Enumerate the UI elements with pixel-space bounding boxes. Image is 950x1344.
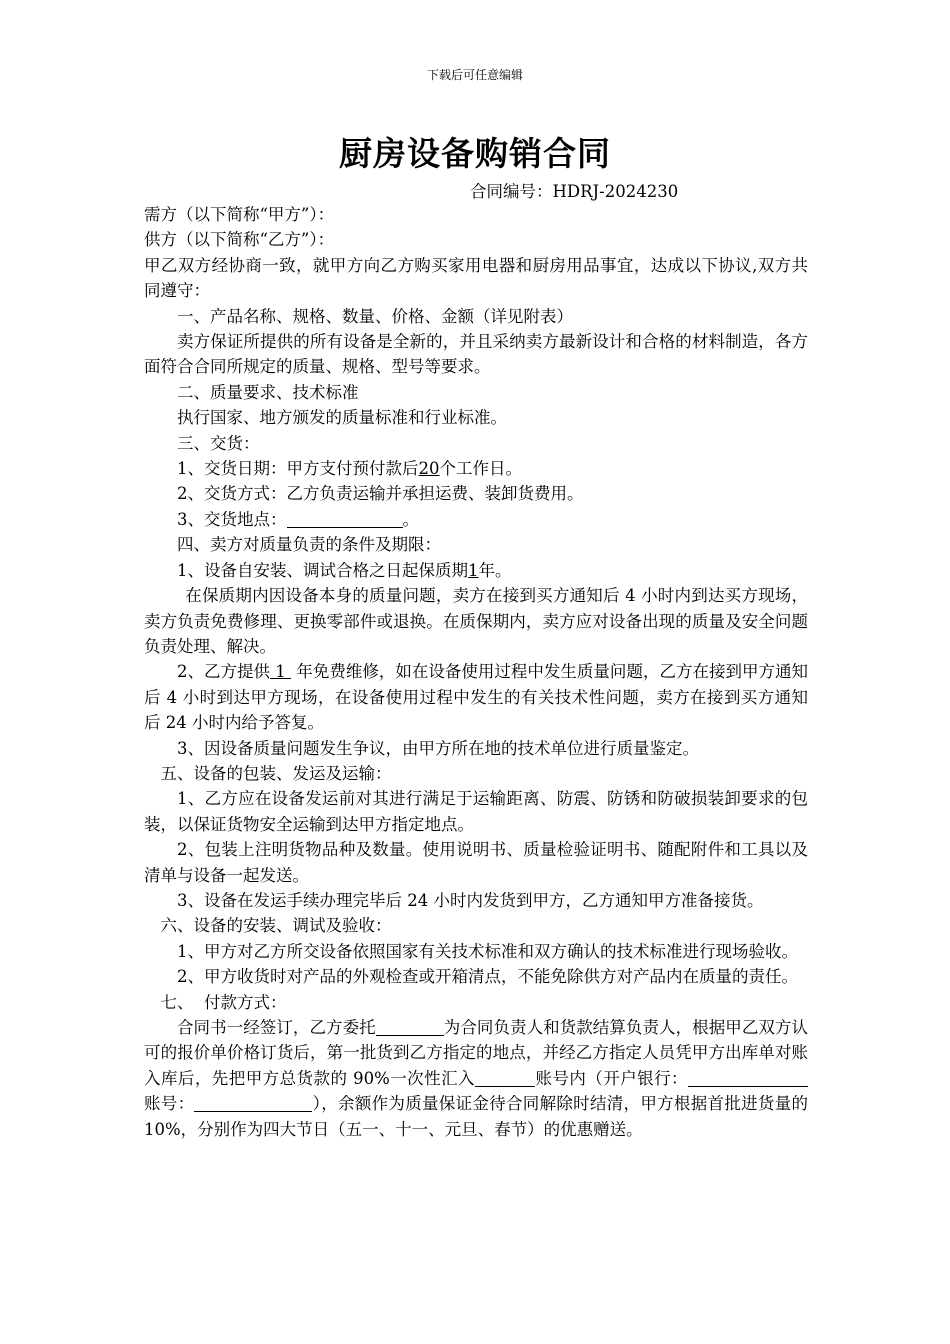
warranty-years: 1: [468, 560, 479, 580]
section-4-title: 四、卖方对质量负责的条件及期限：: [177, 535, 441, 555]
account-number-blank: [194, 1095, 312, 1112]
payment-terms: 合同书一经签订，乙方委托 为合同负责人和货款结算负责人，根据甲乙双方认可的报价单价格订货后，第一批货到乙方指定的地点，并经乙方指定人员凭甲方出库单对账入库后，先把甲方总货款的 90%一次性汇入 账号内（开户银行：账号： ），余额作为质量保证金待合同解除时结清，甲方根据首批进货量的 10%，分别作为四大节日（五一、十一、元旦、春节）的优惠赠送。: [144, 1018, 809, 1139]
section-2-text: 执行国家、地方颁发的质量标准和行业标准。: [177, 408, 507, 428]
section-5-title: 五、设备的包装、发运及运输：: [160, 763, 392, 783]
agent-blank: [376, 1019, 444, 1036]
account-blank: [475, 1070, 535, 1087]
party-b-line: 供方（以下简称“乙方”）：: [144, 230, 335, 250]
section-1-text: 卖方保证所提供的所有设备是全新的，并且采纳卖方最新设计和合格的材料制造，各方面符合合同所规定的质量、规格、型号等要求。: [144, 332, 808, 377]
quality-dispute: 3、因设备质量问题发生争议，由甲方所在地的技术单位进行质量鉴定。: [177, 738, 699, 758]
packaging-2: 2、包装上注明货物品种及数量。使用说明书、质量检验证明书、随配附件和工具以及清单与设备一起发送。: [144, 840, 808, 885]
free-repair-years: 1: [270, 662, 292, 682]
preamble: 甲乙双方经协商一致，就甲方向乙方购买家用电器和厨房用品事宜，达成以下协议,双方共同遵守：: [144, 255, 808, 301]
section-1-title: 一、产品名称、规格、数量、价格、金额（详见附表）: [177, 306, 573, 326]
warranty-text: 在保质期内因设备本身的质量问题，卖方在接到买方通知后 4 小时内到达买方现场，卖方负责免费修理、更换零部件或退换。在质保期内，卖方应对设备出现的质量及安全问题负责处理、解决。: [144, 586, 808, 656]
acceptance-1: 1、甲方对乙方所交设备依照国家有关技术标准和双方确认的技术标准进行现场验收。: [177, 941, 798, 961]
section-6-title: 六、设备的安装、调试及验收：: [160, 916, 392, 936]
delivery-days: 20: [418, 459, 440, 479]
contract-number-label: 合同编号：: [470, 182, 553, 201]
section-3-title: 三、交货：: [177, 433, 260, 453]
section-2-title: 二、质量要求、技术标准: [177, 382, 359, 402]
delivery-location-blank: [287, 511, 403, 528]
free-repair: 2、乙方提供 1 年免费维修，如在设备使用过程中发生质量问题，乙方在接到甲方通知后 4 小时到达甲方现场，在设备使用过程中发生的有关技术性问题，卖方在接到买方通知后 24 小时内给予答复。: [144, 662, 809, 733]
party-a-line: 需方（以下简称“甲方”）：: [144, 205, 335, 224]
bank-blank: [688, 1070, 808, 1087]
delivery-location: 3、交货地点： 。: [177, 509, 419, 529]
delivery-date: 1、交货日期：甲方支付预付款后20个工作日。: [177, 459, 522, 479]
header-note: 下载后可任意编辑: [426, 68, 523, 82]
document-title: 厨房设备购销合同: [339, 134, 611, 173]
warranty-period: 1、设备自安装、调试合格之日起保质期1年。: [177, 560, 512, 580]
contract-number-value: HDRJ-2024230: [552, 182, 679, 201]
contract-body: [144, 202, 808, 1142]
delivery-method: 2、交货方式：乙方负责运输并承担运费、装卸货费用。: [177, 484, 584, 504]
section-7-title: 七、 付款方式：: [160, 992, 287, 1012]
contract-number: [470, 178, 678, 202]
packaging-1: 1、乙方应在设备发运前对其进行满足于运输距离、防震、防锈和防破损装卸要求的包装，以保证货物安全运输到达甲方指定地点。: [144, 789, 808, 834]
packaging-3: 3、设备在发运手续办理完毕后 24 小时内发货到甲方，乙方通知甲方准备接货。: [177, 890, 764, 910]
acceptance-2: 2、甲方收货时对产品的外观检查或开箱清点，不能免除供方对产品内在质量的责任。: [177, 967, 798, 987]
